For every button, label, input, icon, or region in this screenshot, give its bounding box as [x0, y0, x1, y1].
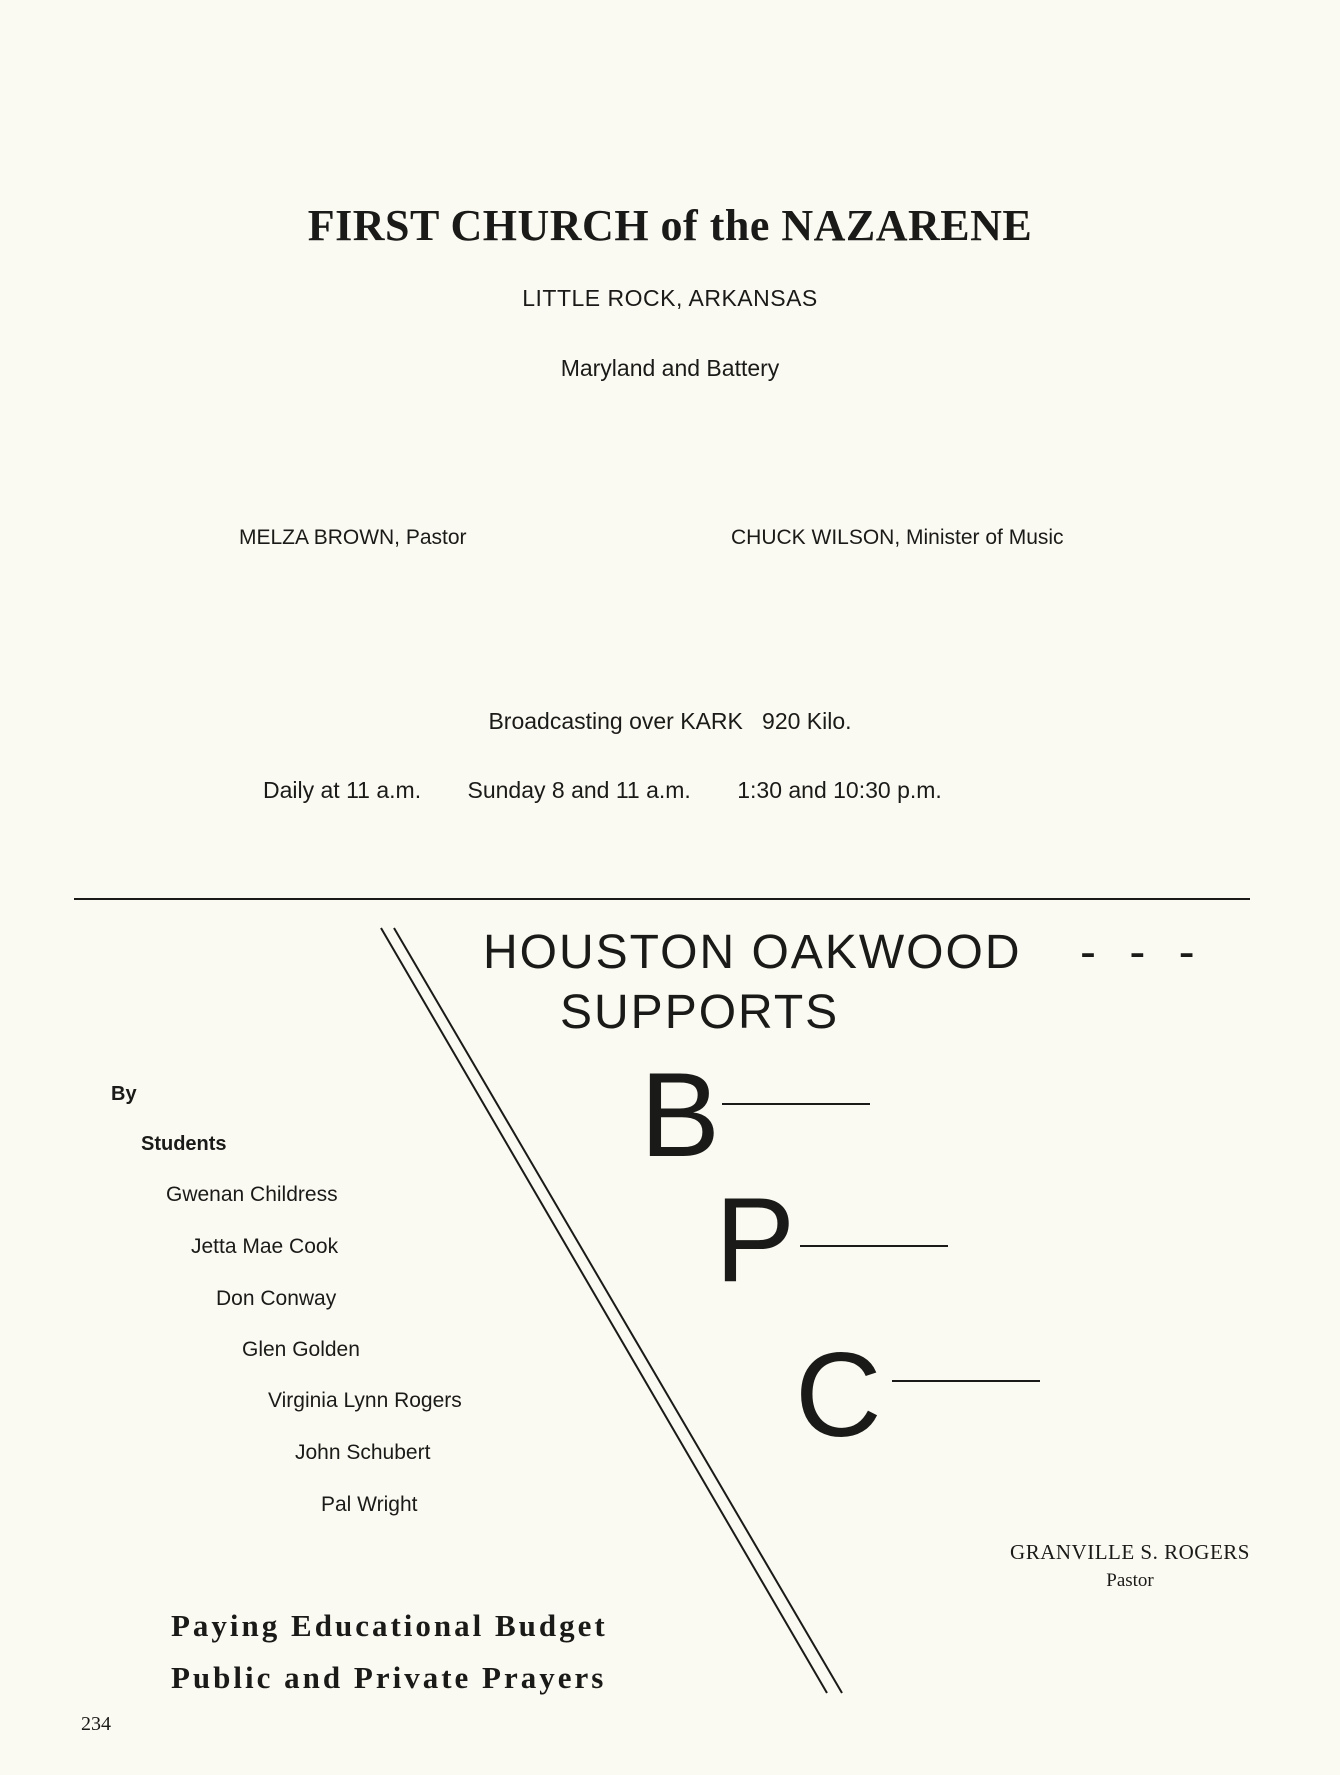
houston-pastor-name: GRANVILLE S. ROGERS [1010, 1540, 1250, 1564]
letter-p-dash [800, 1245, 948, 1247]
page-number: 234 [81, 1713, 111, 1735]
pastor-credit: MELZA BROWN, Pastor [239, 526, 467, 549]
letter-b-dash [722, 1103, 870, 1105]
music-minister-credit: CHUCK WILSON, Minister of Music [731, 526, 1064, 549]
broadcast-time-sunday: Sunday 8 and 11 a.m. [467, 777, 691, 803]
letter-b: B [640, 1048, 721, 1182]
broadcast-time-daily: Daily at 11 a.m. [263, 777, 422, 803]
letter-c: C [795, 1328, 882, 1462]
student-name: John Schubert [295, 1441, 431, 1464]
church-name: FIRST CHURCH of the NAZARENE [307, 201, 1033, 250]
student-name: Gwenan Childress [166, 1183, 338, 1206]
motto-line-2: Public and Private Prayers [171, 1660, 607, 1695]
student-name: Glen Golden [242, 1338, 360, 1361]
students-label: Students [141, 1133, 227, 1155]
church-city: LITTLE ROCK, ARKANSAS [522, 285, 818, 311]
ad-headline-line-2: SUPPORTS [560, 986, 840, 1039]
ad-headline-dashes: - - - [1080, 926, 1205, 979]
broadcast-time-evening: 1:30 and 10:30 p.m. [737, 777, 942, 803]
student-name: Don Conway [216, 1287, 337, 1310]
letter-p: P [715, 1173, 796, 1307]
ad-headline-line-1: HOUSTON OAKWOOD [483, 926, 1022, 979]
student-name: Virginia Lynn Rogers [268, 1389, 462, 1412]
by-label: By [111, 1083, 137, 1105]
letter-c-dash [892, 1380, 1040, 1382]
church-address: Maryland and Battery [560, 355, 780, 381]
broadcast-station: Broadcasting over KARK 920 Kilo. [488, 708, 852, 734]
houston-pastor-title: Pastor [1106, 1570, 1154, 1591]
motto-line-1: Paying Educational Budget [171, 1608, 608, 1643]
student-name: Jetta Mae Cook [191, 1235, 339, 1258]
student-name: Pal Wright [321, 1493, 418, 1516]
